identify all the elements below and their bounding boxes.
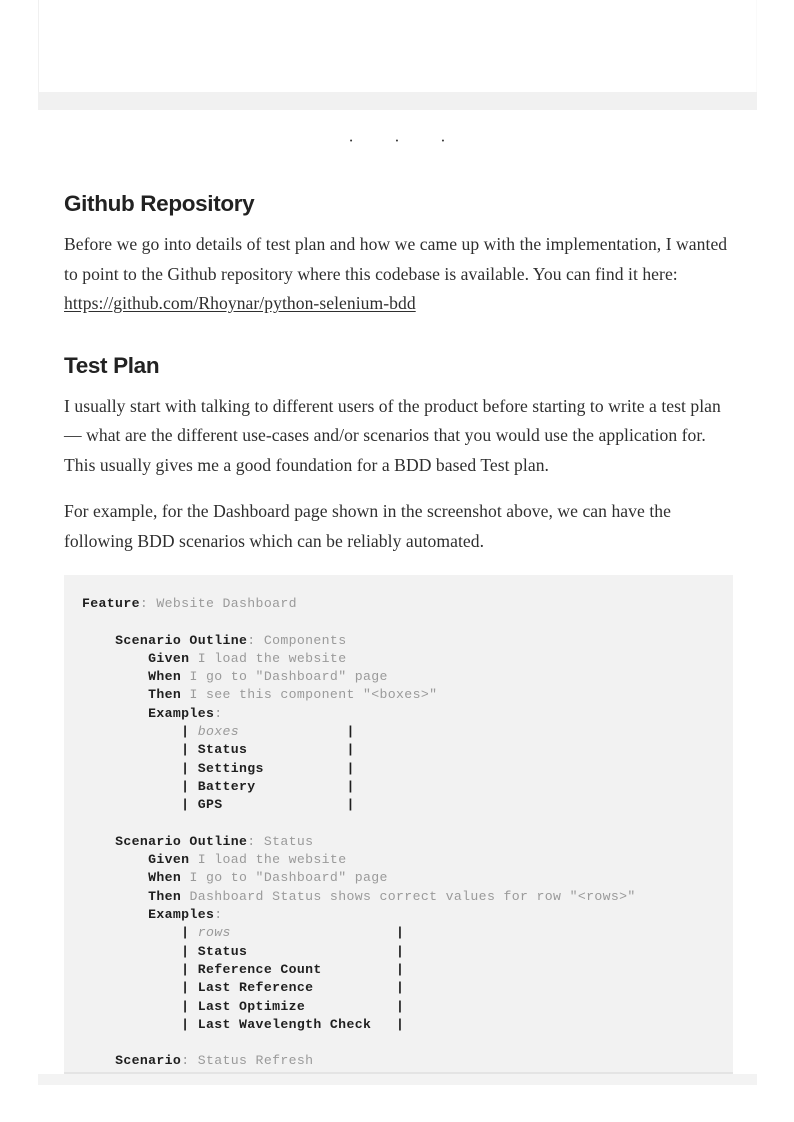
- truncated-figure-caption-bar: [38, 92, 757, 110]
- paragraph-github-repository: [64, 230, 730, 319]
- page-title-test-plan: Test Plan: [64, 352, 160, 378]
- code-block-content: Feature: Website Dashboard Scenario Outline: Components Given I load the website When I go to "Dashboard" page Then I see this component "<boxes>" Examples: | boxes | | Status | | Settings | | Battery | | GPS | Scenario Outline: Status Given I load the website When I go to "Dashboard" page Then Dashboard Status shows correct values for row "<rows>" Examples: | rows | | Status | | Reference Count | | Last Reference | | Last Optimize | | Last Wavelength Check | Scenario: Status Refresh: [82, 596, 636, 1069]
- code-block-gherkin-feature[interactable]: [64, 575, 733, 1078]
- section-dot-separator: · · ·: [348, 131, 464, 150]
- truncated-figure-card: [38, 0, 757, 96]
- page-title-github-repository: Github Repository: [64, 191, 255, 216]
- github-repository-link[interactable]: https://github.com/Rhoynar/python-selenium-bdd: [64, 293, 416, 314]
- paragraph-test-plan-intro: I usually start with talking to different users of the product before starting to write a test plan — what are the different use-cases and/or scenarios that you would use the application for. This usually gives me a good foundation for a BDD based Test plan.: [64, 395, 721, 475]
- page-bottom-edge-left: [38, 1074, 757, 1085]
- paragraph-test-plan-example: For example, for the Dashboard page shown in the screenshot above, we can have the following BDD scenarios which can be reliably automated.: [64, 501, 671, 551]
- paragraph-text: Before we go into details of test plan and how we came up with the implementation, I wanted to point to the Github repository where this codebase is available. You can find it here:: [64, 234, 728, 284]
- article-body: [64, 190, 730, 556]
- page-bottom-edge-right: [733, 1074, 757, 1085]
